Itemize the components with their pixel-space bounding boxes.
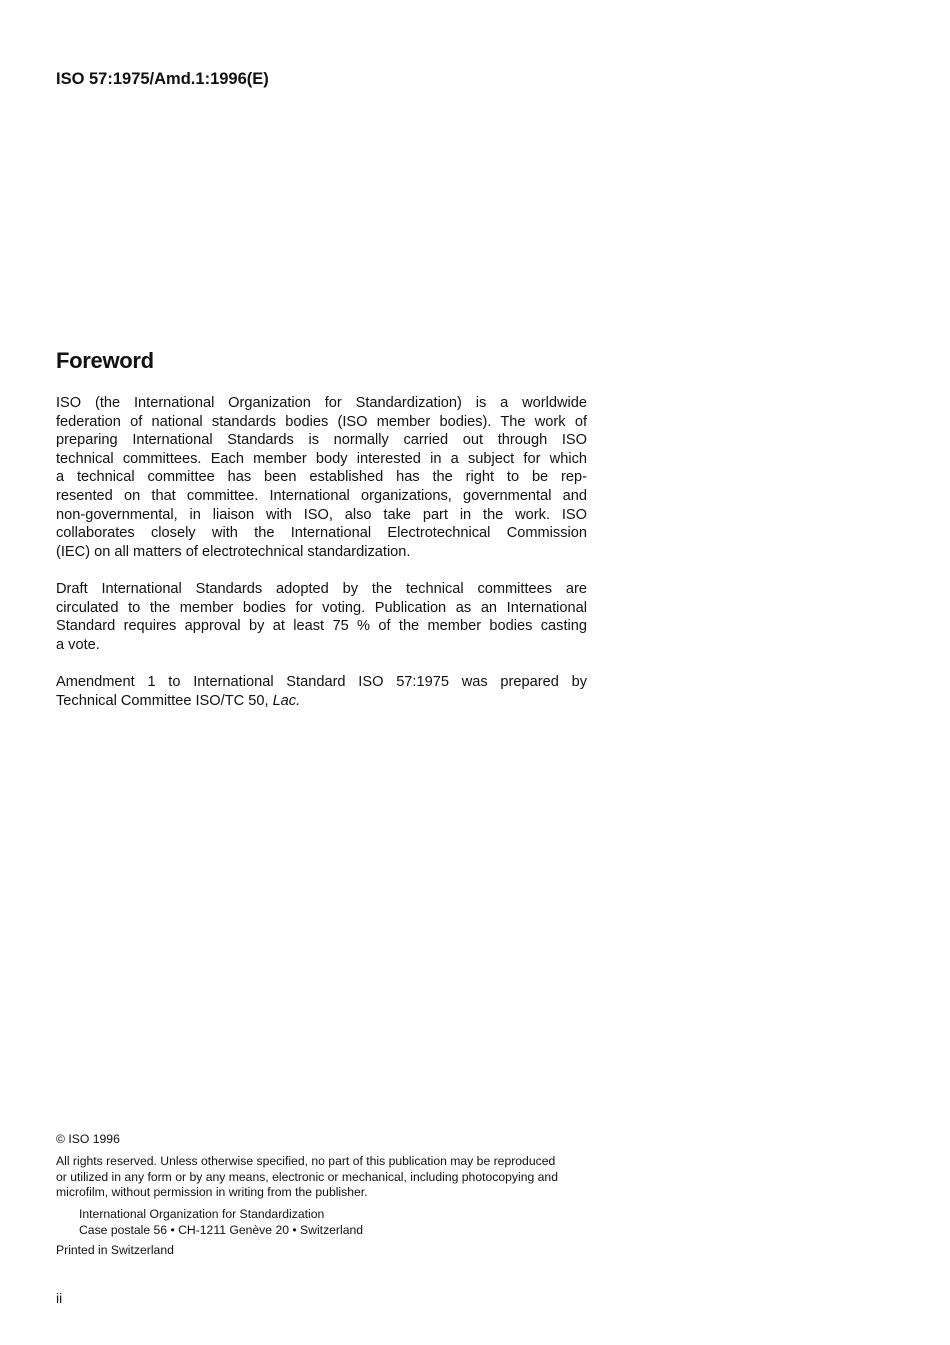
text-line: (IEC) on all matters of electrotechnical standardization. [56,543,411,560]
text-line: resented on that committee. International organizations, governmental and [56,487,587,504]
copyright-notice: © ISO 1996 [56,1132,120,1146]
paragraph-1 [56,394,587,561]
committee-name: Lac. [272,692,301,709]
text-line: a technical committee has been established has the right to be rep- [56,469,587,486]
paragraph-3 [56,673,587,710]
text-line-part: Technical Committee ISO/TC 50, [56,692,273,709]
page-number: ii [56,1290,63,1306]
printed-in: Printed in Switzerland [56,1243,174,1257]
document-header: ISO 57:1975/Amd.1:1996(E) [56,70,269,88]
text-line: preparing International Standards is normally carried out through ISO [56,432,587,449]
text-line: microfilm, without permission in writing from the publisher. [56,1185,368,1200]
text-line: a vote. [56,636,100,653]
postal-address: Case postale 56 • CH-1211 Genève 20 • Switzerland [79,1222,364,1237]
text-line: All rights reserved. Unless otherwise specified, no part of this publication may be reproduced [56,1154,556,1168]
text-line: federation of national standards bodies (ISO member bodies). The work of [56,413,587,430]
text-line: circulated to the member bodies for voting. Publication as an International [56,599,587,616]
text-line: collaborates closely with the International Electrotechnical Commission [56,525,587,542]
section-title: Foreword [56,348,154,373]
text-line: Amendment 1 to International Standard ISO 57:1975 was prepared by [56,674,587,690]
paragraph-2 [56,580,587,654]
text-line: Standard requires approval by at least 75 % of the member bodies casting [56,618,587,635]
text-line: non-governmental, in liaison with ISO, also take part in the work. ISO [56,506,587,523]
text-line: technical committees. Each member body interested in a subject for which [56,450,587,467]
publisher-address [79,1207,363,1238]
organization-name: International Organization for Standardization [79,1207,325,1221]
text-line: ISO (the International Organization for Standardization) is a worldwide [56,395,587,411]
text-line: Draft International Standards adopted by the technical committees are [56,581,587,597]
text-line: or utilized in any form or by any means, electronic or mechanical, including photocopying and [56,1169,558,1184]
text-line [56,692,587,711]
rights-statement [56,1154,558,1201]
